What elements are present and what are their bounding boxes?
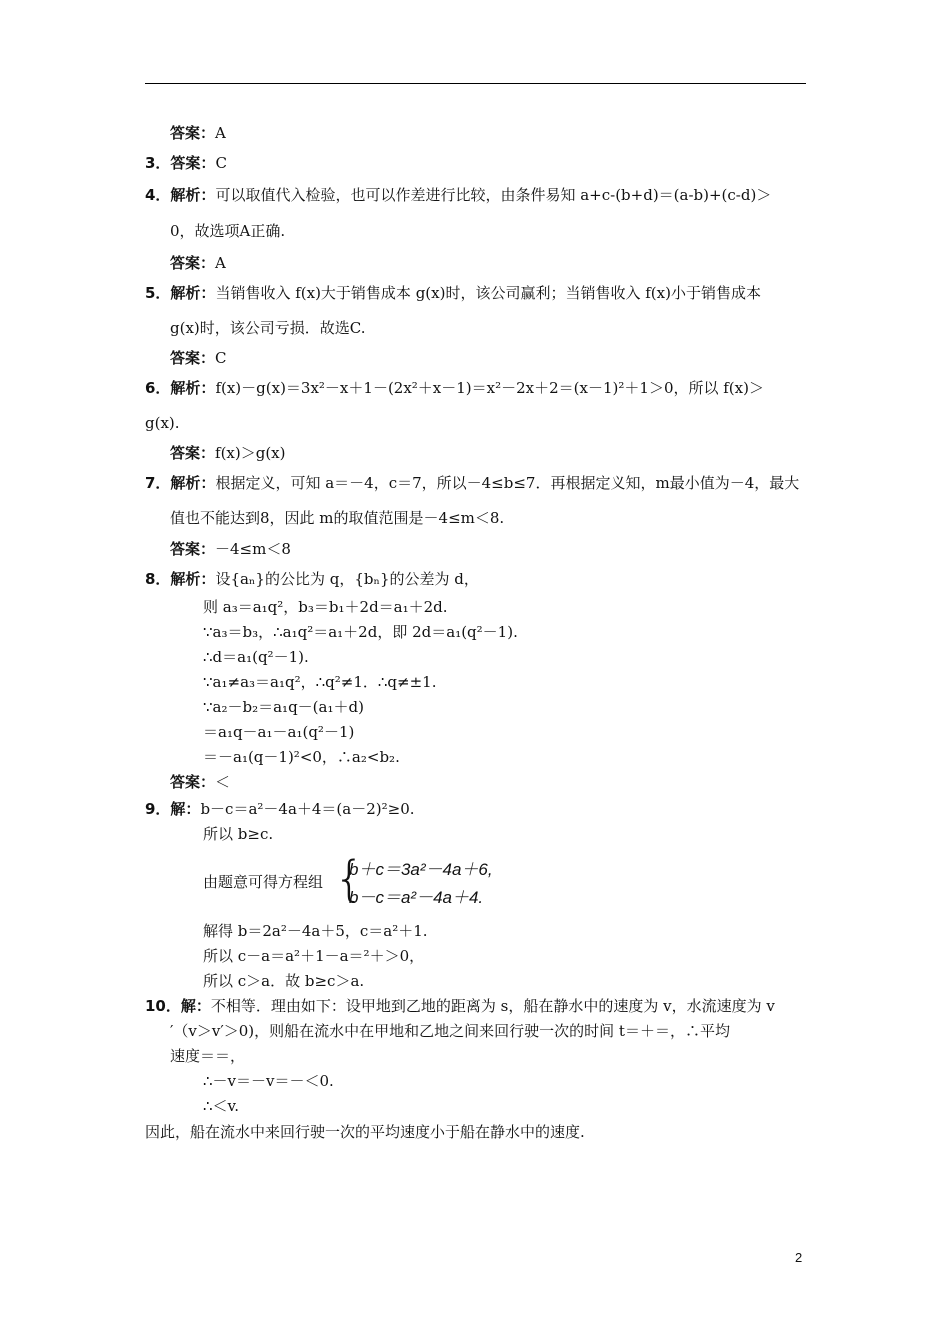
page-number: 2 (795, 1250, 803, 1265)
text-line (170, 123, 226, 143)
line-text: b－c＝a²－4a＋4＝(a－2)²≥0. (200, 800, 415, 818)
line-text: ∵a₃＝b₃，∴a₁q²＝a₁＋2d，即 2d＝a₁(q²－1). (203, 623, 518, 641)
text-line (170, 348, 227, 368)
text-line (170, 318, 365, 338)
text-line (170, 443, 286, 463)
line-text: f(x)＞g(x) (215, 444, 286, 462)
line-text: 当销售收入 f(x)大于销售成本 g(x)时，该公司赢利；当销售收入 f(x)小于销售成本 (215, 284, 761, 302)
item-label: 答案： (170, 444, 216, 462)
text-line (203, 946, 424, 966)
line-text: g(x)时，该公司亏损．故选C. (170, 319, 366, 337)
left-brace: { (334, 851, 365, 907)
text-line (145, 378, 764, 398)
line-text: 可以取值代入检验，也可以作差进行比较，由条件易知 a+c-(b+d)＝(a-b)+(c-d)＞ (215, 186, 772, 204)
text-line (145, 413, 180, 433)
item-label: 答案： (170, 349, 216, 367)
header-rule (145, 83, 806, 84)
line-text: ′（v＞v′＞0)，则船在流水中在甲地和乙地之间来回行驶一次的时间 t＝＋＝，∴平均 (170, 1022, 730, 1040)
line-text: ∴＜v. (203, 1097, 240, 1115)
line-text: 不相等．理由如下：设甲地到乙地的距离为 s，船在静水中的速度为 v，水流速度为 v (210, 997, 775, 1015)
text-line (145, 996, 775, 1016)
text-line (203, 697, 364, 717)
line-text: 则 a₃＝a₁q²，b₃＝b₁＋2d＝a₁＋2d. (203, 598, 448, 616)
line-text: 因此，船在流水中来回行驶一次的平均速度小于船在静水中的速度. (145, 1123, 585, 1141)
text-line (145, 1122, 585, 1142)
line-text: 解得 b＝2a²－4a＋5，c＝a²＋1. (203, 922, 428, 940)
item-label: 4．解析： (145, 186, 216, 204)
text-line (170, 508, 504, 528)
text-line (145, 185, 771, 205)
text-line (145, 153, 227, 173)
line-text: 根据定义，可知 a＝－4，c＝7，所以－4≤b≤7．再根据定义知，m最小值为－4，最大 (215, 474, 800, 492)
item-label: 答案： (170, 124, 216, 142)
text-line (203, 1071, 334, 1091)
text-line (170, 221, 285, 241)
text-line (203, 622, 518, 642)
line-text: 所以 b≥c. (203, 825, 274, 843)
line-text: ∵a₂－b₂＝a₁q－(a₁＋d) (203, 698, 364, 716)
line-text: A (215, 124, 226, 142)
line-text: 速度＝＝， (170, 1047, 246, 1065)
system-equation-1: b＋c＝3a²－4a＋6, (349, 860, 493, 879)
text-line (145, 799, 415, 819)
text-line (203, 971, 364, 991)
item-label: 答案： (170, 540, 216, 558)
text-line (145, 569, 479, 589)
line-text: －4≤m＜8 (215, 540, 291, 558)
system-equation-2: b－c＝a²－4a＋4. (349, 888, 484, 907)
text-line (203, 824, 273, 844)
item-label: 9．解： (145, 800, 201, 818)
item-label: 5．解析： (145, 284, 216, 302)
text-line (203, 597, 448, 617)
text-line (203, 672, 436, 692)
text-line (170, 1021, 730, 1041)
text-line (170, 539, 291, 559)
line-text: f(x)－g(x)＝3x²－x＋1－(2x²＋x－1)＝x²－2x＋2＝(x－1)²＋1＞0，所以 f(x)＞ (215, 379, 764, 397)
line-text: 设{aₙ}的公比为 q，{bₙ}的公差为 d， (215, 570, 479, 588)
item-label: 3．答案： (145, 154, 216, 172)
text-line (170, 1046, 245, 1066)
item-label: 答案： (170, 254, 216, 272)
text-line (170, 253, 226, 273)
item-label: 10．解： (145, 997, 211, 1015)
line-text: C (215, 154, 227, 172)
item-label: 6．解析： (145, 379, 216, 397)
text-line (170, 772, 230, 792)
line-text: ＝－a₁(q－1)²<0，∴a₂<b₂. (203, 748, 400, 766)
line-text: g(x). (145, 414, 180, 432)
text-line (203, 722, 354, 742)
line-text: 所以 c＞a．故 b≥c＞a. (203, 972, 365, 990)
line-text: ＝a₁q－a₁－a₁(q²－1) (203, 723, 355, 741)
text-line (145, 473, 799, 493)
line-text: C (215, 349, 227, 367)
text-line (203, 747, 400, 767)
text-line (203, 647, 309, 667)
item-label: 答案： (170, 773, 216, 791)
line-text: ∵a₁≠a₃＝a₁q²，∴q²≠1．∴q≠±1. (203, 673, 437, 691)
line-text: A (215, 254, 226, 272)
text-line (203, 1096, 239, 1116)
line-text: 值也不能达到8，因此 m的取值范围是－4≤m＜8. (170, 509, 505, 527)
line-text: 所以 c－a＝a²＋1－a＝²＋＞0， (203, 947, 425, 965)
line-text: ∴－v＝－v＝－＜0. (203, 1072, 334, 1090)
system-label: 由题意可得方程组 (203, 873, 324, 891)
item-label: 7．解析： (145, 474, 216, 492)
line-text: ＜ (215, 773, 231, 791)
text-line (203, 921, 428, 941)
text-line (145, 283, 761, 303)
line-text: 0，故选项A正确. (170, 222, 286, 240)
line-text: ∴d＝a₁(q²－1). (203, 648, 309, 666)
item-label: 8．解析： (145, 570, 216, 588)
